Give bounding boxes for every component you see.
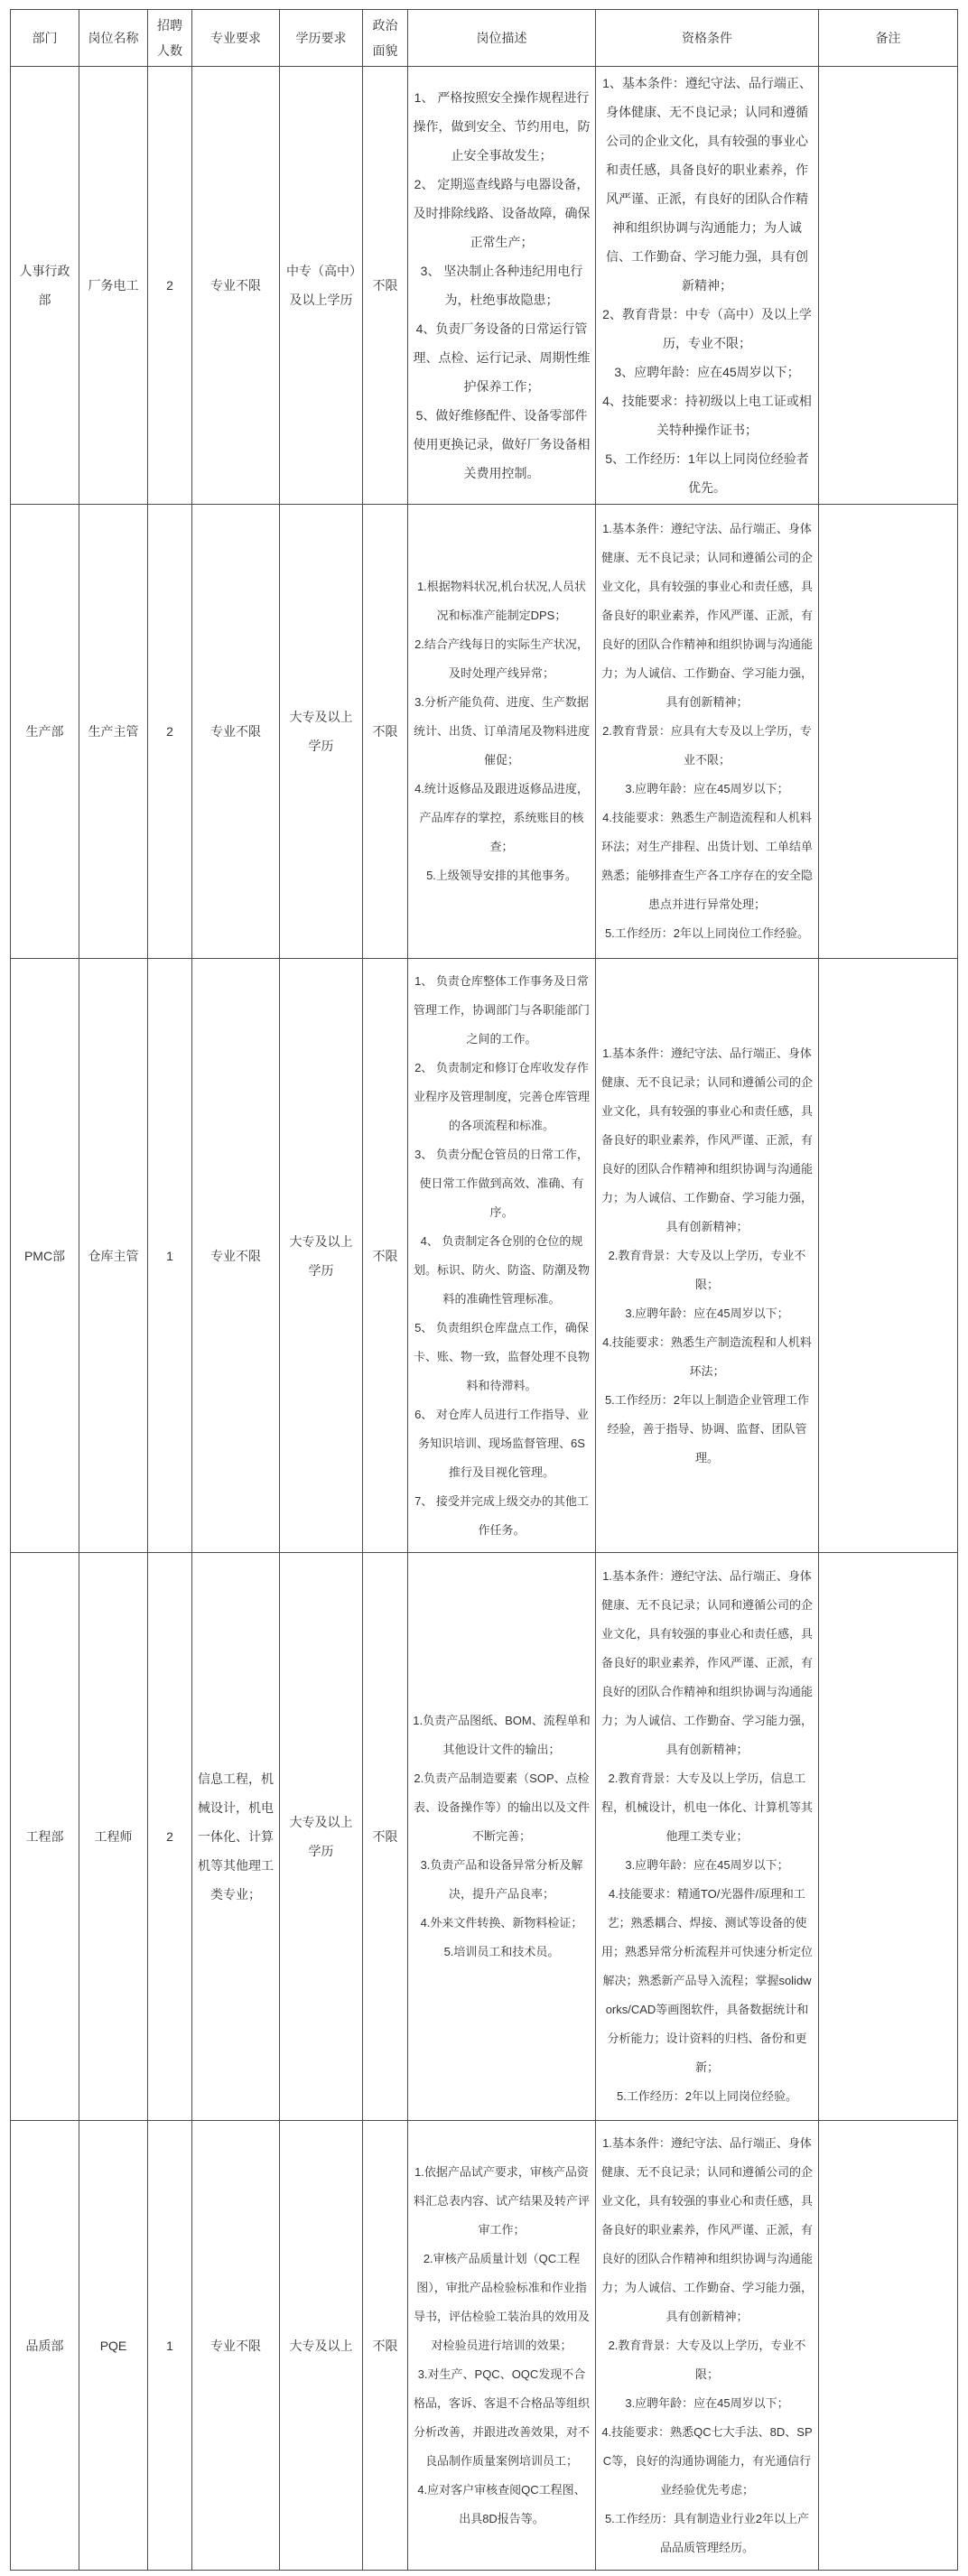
remark-cell bbox=[819, 2121, 958, 2571]
remark-cell bbox=[819, 67, 958, 505]
position-cell: 厂务电工 bbox=[79, 67, 148, 505]
major-cell: 专业不限 bbox=[192, 959, 280, 1553]
education-cell: 大专及以上 bbox=[280, 2121, 363, 2571]
table-row bbox=[11, 2121, 958, 2571]
major-cell: 信息工程，机械设计，机电一体化、计算机等其他理工类专业； bbox=[192, 1553, 280, 2121]
recruitment-page bbox=[0, 9, 968, 2571]
header-row bbox=[11, 10, 958, 67]
department-cell: 人事行政部 bbox=[11, 67, 79, 505]
education-cell: 大专及以上学历 bbox=[280, 505, 363, 959]
job-description-cell: 1.根据物料状况,机台状况,人员状况和标准产能制定DPS； 2.结合产线每日的实际生产状况，及时处理产线异常； 3.分析产能负荷、进度、生产数据统计、出货、订单清尾及物料进度催促； 4.统计返修品及跟进返修品进度，产品库存的掌控，系统账目的核查； 5.上级领导安排的其他事务。 bbox=[408, 505, 596, 959]
qualifications-cell: 1.基本条件：遵纪守法、品行端正、身体健康、无不良记录；认同和遵循公司的企业文化，具有较强的事业心和责任感，具备良好的职业素养，作风严谨、正派，有良好的团队合作精神和组织协调与沟通能力；为人诚信、工作勤奋、学习能力强，具有创新精神； 2.教育背景：大专及以上学历，专业不限； 3.应聘年龄：应在45周岁以下； 4.技能要求：熟悉生产制造流程和人机料环法； 5.工作经历：2年以上制造企业管理工作经验，善于指导、协调、监督、团队管理。 bbox=[596, 959, 819, 1553]
remark-cell bbox=[819, 505, 958, 959]
department-cell: 生产部 bbox=[11, 505, 79, 959]
qualifications-cell: 1.基本条件：遵纪守法、品行端正、身体健康、无不良记录；认同和遵循公司的企业文化，具有较强的事业心和责任感，具备良好的职业素养，作风严谨、正派，有良好的团队合作精神和组织协调与沟通能力；为人诚信、工作勤奋、学习能力强，具有创新精神； 2.教育背景：大专及以上学历，专业不限； 3.应聘年龄：应在45周岁以下； 4.技能要求：熟悉QC七大手法、8D、SPC等，良好的沟通协调能力，有光通信行业经验优先考虑； 5.工作经历：具有制造业行业2年以上产品品质管理经历。 bbox=[596, 2121, 819, 2571]
education-cell: 中专（高中）及以上学历 bbox=[280, 67, 363, 505]
header-education: 学历要求 bbox=[280, 10, 363, 67]
header-major: 专业要求 bbox=[192, 10, 280, 67]
headcount-cell: 1 bbox=[148, 2121, 192, 2571]
table-row bbox=[11, 505, 958, 959]
remark-cell bbox=[819, 959, 958, 1553]
header-qualifications: 资格条件 bbox=[596, 10, 819, 67]
headcount-cell: 1 bbox=[148, 959, 192, 1553]
major-cell: 专业不限 bbox=[192, 505, 280, 959]
qualifications-cell: 1.基本条件：遵纪守法、品行端正、身体健康、无不良记录；认同和遵循公司的企业文化，具有较强的事业心和责任感，具备良好的职业素养，作风严谨、正派，有良好的团队合作精神和组织协调与沟通能力；为人诚信、工作勤奋、学习能力强，具有创新精神； 2.教育背景：应具有大专及以上学历，专业不限； 3.应聘年龄：应在45周岁以下； 4.技能要求：熟悉生产制造流程和人机料环法；对生产排程、出货计划、工单结单熟悉；能够排查生产各工序存在的安全隐患点并进行异常处理； 5.工作经历：2年以上同岗位工作经验。 bbox=[596, 505, 819, 959]
header-position: 岗位名称 bbox=[79, 10, 148, 67]
recruitment-table bbox=[10, 9, 958, 2571]
headcount-cell: 2 bbox=[148, 1553, 192, 2121]
job-description-cell: 1.负责产品图纸、BOM、流程单和其他设计文件的输出； 2.负责产品制造要素（SOP、点检表、设备操作等）的输出以及文件不断完善； 3.负责产品和设备异常分析及解决，提升产品良率； 4.外来文件转换、新物料检证； 5.培训员工和技术员。 bbox=[408, 1553, 596, 2121]
department-cell: PMC部 bbox=[11, 959, 79, 1553]
header-headcount: 招聘人数 bbox=[148, 10, 192, 67]
headcount-cell: 2 bbox=[148, 67, 192, 505]
remark-cell bbox=[819, 1553, 958, 2121]
position-cell: 工程师 bbox=[79, 1553, 148, 2121]
headcount-cell: 2 bbox=[148, 505, 192, 959]
job-description-cell: 1、 严格按照安全操作规程进行操作，做到安全、节约用电，防止安全事故发生； 2、 定期巡查线路与电器设备，及时排除线路、设备故障，确保正常生产； 3、 坚决制止各种违纪用电行为，杜绝事故隐患； 4、负责厂务设备的日常运行管理、点检、运行记录、周期性维护保养工作； 5、做好维修配件、设备零部件使用更换记录，做好厂务设备相关费用控制。 bbox=[408, 67, 596, 505]
table-row bbox=[11, 959, 958, 1553]
qualifications-cell: 1.基本条件：遵纪守法、品行端正、身体健康、无不良记录；认同和遵循公司的企业文化，具有较强的事业心和责任感，具备良好的职业素养，作风严谨、正派，有良好的团队合作精神和组织协调与沟通能力；为人诚信、工作勤奋、学习能力强，具有创新精神； 2.教育背景：大专及以上学历，信息工程，机械设计，机电一体化、计算机等其他理工类专业； 3.应聘年龄：应在45周岁以下； 4.技能要求：精通TO/光器件/原理和工艺；熟悉耦合、焊接、测试等设备的使用；熟悉异常分析流程并可快速分析定位解决；熟悉新产品导入流程；掌握solidworks/CAD等画图软件，具备数据统计和分析能力；设计资料的归档、备份和更新； 5.工作经历：2年以上同岗位经验。 bbox=[596, 1553, 819, 2121]
political-status-cell: 不限 bbox=[363, 959, 408, 1553]
table-row bbox=[11, 1553, 958, 2121]
major-cell: 专业不限 bbox=[192, 2121, 280, 2571]
position-cell: PQE bbox=[79, 2121, 148, 2571]
table-row bbox=[11, 67, 958, 505]
position-cell: 仓库主管 bbox=[79, 959, 148, 1553]
political-status-cell: 不限 bbox=[363, 67, 408, 505]
job-description-cell: 1、 负责仓库整体工作事务及日常管理工作，协调部门与各职能部门之间的工作。 2、 负责制定和修订仓库收发存作业程序及管理制度，完善仓库管理的各项流程和标准。 3、 负责分配仓管员的日常工作，使日常工作做到高效、准确、有序。 4、 负责制定各仓别的仓位的规划。标识、防火、防盗、防潮及物料的准确性管理标准。 5、 负责组织仓库盘点工作，确保卡、账、物一致，监督处理不良物料和待滞料。 6、 对仓库人员进行工作指导、业务知识培训、现场监督管理、6S推行及目视化管理。 7、 接受并完成上级交办的其他工作任务。 bbox=[408, 959, 596, 1553]
header-remarks: 备注 bbox=[819, 10, 958, 67]
header-political-status: 政治面貌 bbox=[363, 10, 408, 67]
job-description-cell: 1.依据产品试产要求，审核产品资料汇总表内容、试产结果及转产评审工作； 2.审核产品质量计划（QC工程图），审批产品检验标准和作业指导书，评估检验工装治具的效用及对检验员进行培训的效果； 3.对生产、PQC、OQC发现不合格品，客诉、客退不合格品等组织分析改善，并跟进改善效果，对不良品制作质量案例培训员工； 4.应对客户审核查阅QC工程图、出具8D报告等。 bbox=[408, 2121, 596, 2571]
political-status-cell: 不限 bbox=[363, 505, 408, 959]
political-status-cell: 不限 bbox=[363, 2121, 408, 2571]
education-cell: 大专及以上学历 bbox=[280, 959, 363, 1553]
department-cell: 品质部 bbox=[11, 2121, 79, 2571]
position-cell: 生产主管 bbox=[79, 505, 148, 959]
department-cell: 工程部 bbox=[11, 1553, 79, 2121]
header-department: 部门 bbox=[11, 10, 79, 67]
qualifications-cell: 1、基本条件：遵纪守法、品行端正、身体健康、无不良记录；认同和遵循公司的企业文化，具有较强的事业心和责任感，具备良好的职业素养，作风严谨、正派，有良好的团队合作精神和组织协调与沟通能力；为人诚信、工作勤奋、学习能力强，具有创新精神； 2、教育背景：中专（高中）及以上学历，专业不限； 3、应聘年龄：应在45周岁以下； 4、技能要求：持初级以上电工证或相关特种操作证书； 5、工作经历：1年以上同岗位经验者优先。 bbox=[596, 67, 819, 505]
education-cell: 大专及以上学历 bbox=[280, 1553, 363, 2121]
major-cell: 专业不限 bbox=[192, 67, 280, 505]
political-status-cell: 不限 bbox=[363, 1553, 408, 2121]
header-job-description: 岗位描述 bbox=[408, 10, 596, 67]
